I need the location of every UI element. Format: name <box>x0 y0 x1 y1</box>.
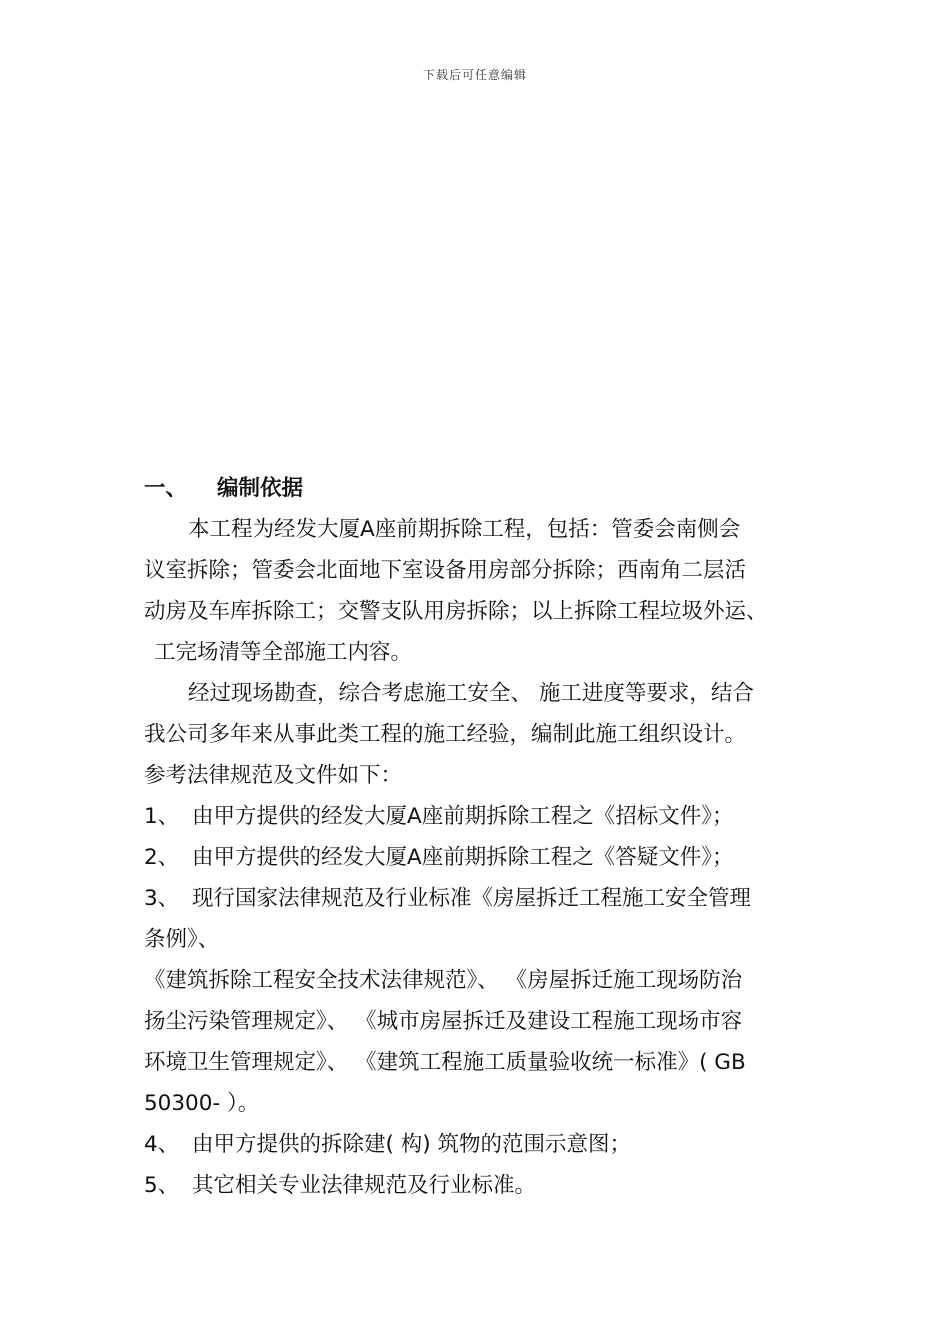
section-title: 编制依据 <box>217 476 304 501</box>
list-item <box>144 837 814 878</box>
section-number: 一、 <box>144 476 188 501</box>
list-item-text: 由甲方提供的经发大厦A座前期拆除工程之《招标文件》； <box>192 804 734 829</box>
paragraph-line: 工完场清等全部施工内容。 <box>154 640 413 665</box>
paragraph-line: 议室拆除；管委会北面地下室设备用房部分拆除；西南角二层活 <box>144 558 747 583</box>
list-item-text: 由甲方提供的经发大厦A座前期拆除工程之《答疑文件》； <box>192 845 734 870</box>
page-header-note: 下载后可任意编辑 <box>422 68 527 82</box>
list-item-number: 1、 <box>144 804 180 829</box>
list-item-text: 其它相关专业法律规范及行业标准。 <box>192 1173 537 1198</box>
paragraph-line: 经过现场勘查，综合考虑施工安全、 施工进度等要求，结合 <box>188 681 754 706</box>
paragraph-line: 本工程为经发大厦A座前期拆除工程，包括：管委会南侧会 <box>188 517 741 542</box>
paragraph-line: 参考法律规范及文件如下： <box>144 763 403 788</box>
paragraph-line: 我公司多年来从事此类工程的施工经验，编制此施工组织设计。 <box>144 722 747 747</box>
list-item-number: 2、 <box>144 845 180 870</box>
list-item-continuation: 50300- ）。 <box>144 1091 260 1116</box>
list-item-number: 4、 <box>144 1132 180 1157</box>
list-item <box>144 796 814 837</box>
list-item-continuation: 扬尘污染管理规定》、 《城市房屋拆迁及建设工程施工现场市容 <box>144 1009 743 1034</box>
list-item-continuation: 《建筑拆除工程安全技术法律规范》、 《房屋拆迁施工现场防治 <box>144 968 743 993</box>
list-item-number: 3、 <box>144 886 180 911</box>
list-item-continuation: 条例》、 <box>144 927 220 952</box>
paragraph-line: 动房及车库拆除工；交警支队用房拆除；以上拆除工程垃圾外运、 <box>144 599 768 624</box>
list-item-text: 由甲方提供的拆除建( 构) 筑物的范围示意图； <box>192 1132 631 1157</box>
section-heading <box>144 468 814 509</box>
document-body <box>144 468 814 1206</box>
list-item-continuation: 环境卫生管理规定》、 《建筑工程施工质量验收统一标准》( GB <box>144 1050 746 1075</box>
list-item-text: 现行国家法律规范及行业标准《房屋拆迁工程施工安全管理 <box>192 886 752 911</box>
list-item <box>144 1124 814 1165</box>
list-item-number: 5、 <box>144 1173 180 1198</box>
list-item <box>144 1165 814 1206</box>
list-item <box>144 878 814 919</box>
